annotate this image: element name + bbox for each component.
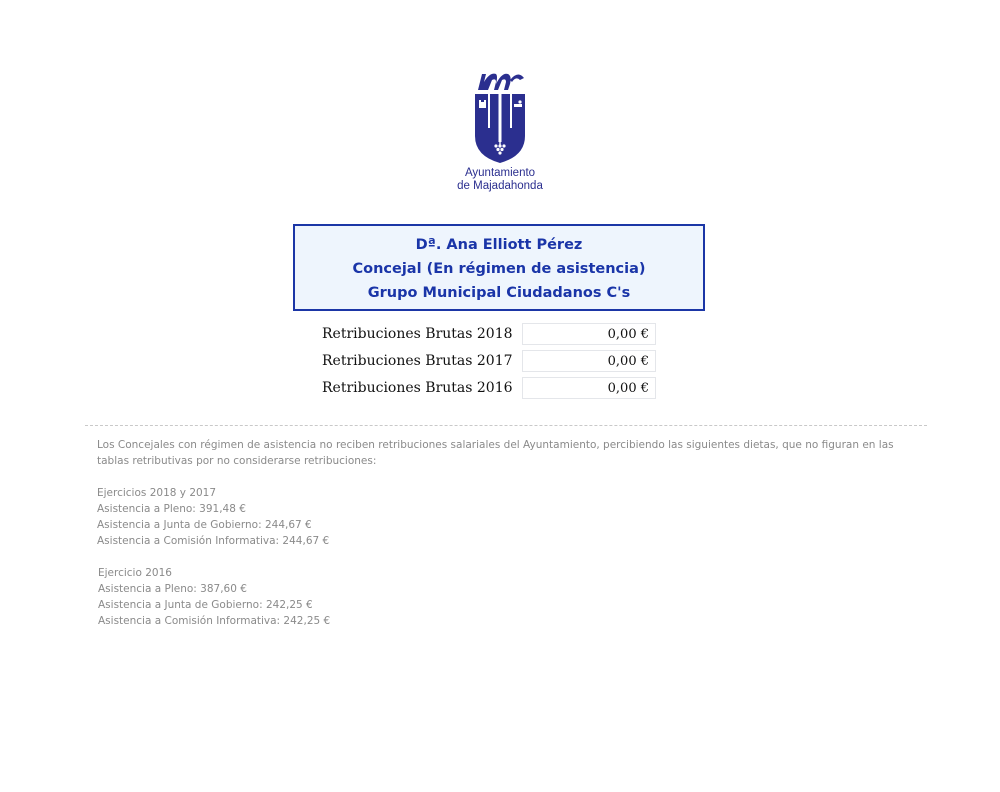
retribution-value: 0,00 € — [522, 350, 656, 372]
note-block1-title: Ejercicios 2018 y 2017 — [97, 487, 217, 499]
retribution-label: Retribuciones Brutas 2018 — [322, 326, 513, 342]
logo-line-1: Ayuntamiento — [464, 167, 536, 179]
note-block2-title: Ejercicio 2016 — [98, 567, 172, 579]
coat-of-arms-icon — [448, 66, 552, 166]
section-divider — [85, 425, 927, 426]
councillor-name: Dª. Ana Elliott Pérez — [415, 237, 583, 253]
ayuntamiento-logo — [448, 66, 552, 196]
retribution-value: 0,00 € — [522, 377, 656, 399]
retribution-row-2016 — [0, 377, 1000, 401]
retribution-label: Retribuciones Brutas 2017 — [322, 353, 513, 369]
note-line: Asistencia a Pleno: 387,60 € — [98, 583, 247, 595]
retribution-row-2017 — [0, 350, 1000, 374]
retribution-value: 0,00 € — [522, 323, 656, 345]
retribution-label: Retribuciones Brutas 2016 — [322, 380, 513, 396]
logo-line-2: de Majadahonda — [457, 180, 543, 192]
note-line: Asistencia a Junta de Gobierno: 244,67 € — [97, 519, 312, 531]
retribution-row-2018 — [0, 323, 1000, 347]
note-line: Asistencia a Comisión Informativa: 242,25 € — [98, 615, 331, 627]
councillor-role: Concejal (En régimen de asistencia) — [352, 261, 646, 277]
councillor-header-box — [293, 224, 705, 311]
note-line: Asistencia a Pleno: 391,48 € — [97, 503, 246, 515]
note-intro: Los Concejales con régimen de asistencia no reciben retribuciones salariales del Ayuntamiento, percibiendo las siguientes dietas, que no figuran en las tablas retributivas por no considerarse retribuciones: — [97, 439, 894, 467]
note-line: Asistencia a Comisión Informativa: 244,67 € — [97, 535, 330, 547]
allowances-note — [97, 437, 907, 629]
councillor-group: Grupo Municipal Ciudadanos C's — [367, 285, 631, 301]
note-line: Asistencia a Junta de Gobierno: 242,25 € — [98, 599, 313, 611]
